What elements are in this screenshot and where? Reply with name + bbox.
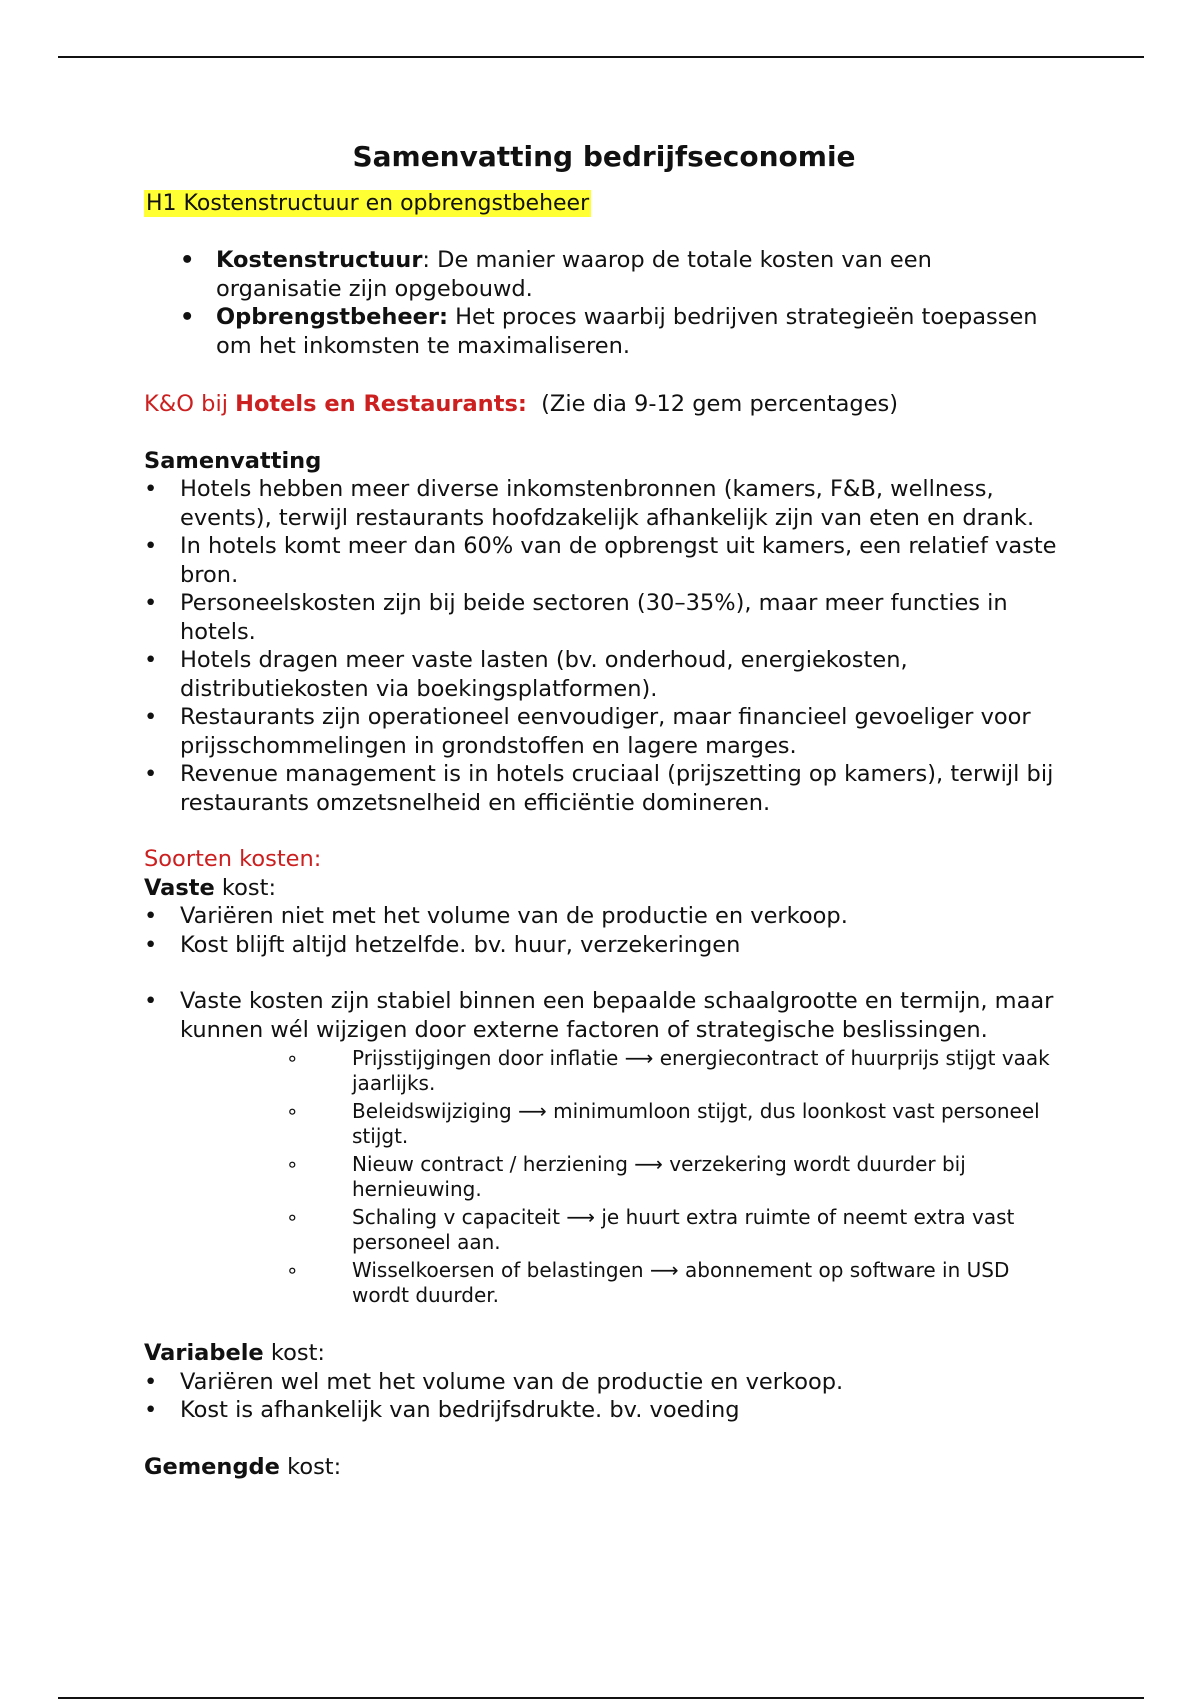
document-body bbox=[144, 140, 1064, 1481]
fixed-cost-extra-list bbox=[144, 987, 1064, 1308]
sub-list-item: ∘ Prijsstijgingen door inflatie ⟶ energiecontract of huurprijs stijgt vaak jaarlijks. bbox=[316, 1046, 1064, 1096]
sub-list-item: ∘ Wisselkoersen of belastingen ⟶ abonnement op software in USD wordt duurder. bbox=[316, 1258, 1064, 1308]
summary-list bbox=[144, 475, 1064, 817]
ko-prefix: K&O bij bbox=[144, 391, 236, 417]
list-item: • Variëren wel met het volume van de productie en verkoop. bbox=[144, 1368, 1064, 1397]
list-item: • Kost is afhankelijk van bedrijfsdrukte. bv. voeding bbox=[144, 1396, 1064, 1425]
mixed-cost-heading bbox=[144, 1453, 1064, 1482]
definition-term: Opbrengstbeheer: bbox=[216, 304, 448, 330]
variable-cost-list bbox=[144, 1368, 1064, 1425]
ko-bold: Hotels en Restaurants: bbox=[235, 391, 527, 417]
mixed-cost-label: Gemengde bbox=[144, 1453, 280, 1480]
definition-list bbox=[144, 246, 1064, 360]
variable-cost-suffix: kost: bbox=[263, 1340, 325, 1366]
fixed-cost-suffix: kost: bbox=[214, 874, 277, 901]
mixed-cost-suffix: kost: bbox=[279, 1453, 342, 1480]
definition-text: : De manier waarop de totale kosten van een organisatie zijn opgebouwd. bbox=[216, 247, 932, 302]
sub-list-item: ∘ Schaling v capaciteit ⟶ je huurt extra ruimte of neemt extra vast personeel aan. bbox=[316, 1205, 1064, 1255]
fixed-cost-label: Vaste bbox=[144, 874, 215, 901]
list-item: • Restaurants zijn operationeel eenvoudiger, maar financieel gevoeliger voor prijsschommelingen in grondstoffen en lagere marges. bbox=[144, 703, 1064, 760]
fixed-cost-list bbox=[144, 902, 1064, 959]
list-item bbox=[144, 987, 1064, 1308]
list-item: • In hotels komt meer dan 60% van de opbrengst uit kamers, een relatief vaste bron. bbox=[144, 532, 1064, 589]
list-item: • Hotels hebben meer diverse inkomstenbronnen (kamers, F&B, wellness, events), terwijl restaurants hoofdzakelijk afhankelijk zijn van eten en drank. bbox=[144, 475, 1064, 532]
variable-cost-heading bbox=[144, 1339, 1064, 1368]
top-rule bbox=[58, 56, 1144, 58]
bottom-rule bbox=[58, 1697, 1144, 1699]
summary-heading: Samenvatting bbox=[144, 447, 322, 474]
highlighted-heading: H1 Kostenstructuur en opbrengstbeheer bbox=[146, 191, 590, 216]
sub-list-item: ∘ Nieuw contract / herziening ⟶ verzekering wordt duurder bij hernieuwing. bbox=[316, 1152, 1064, 1202]
ko-line bbox=[144, 390, 1064, 419]
list-item: • Personeelskosten zijn bij beide sectoren (30–35%), maar meer functies in hotels. bbox=[144, 589, 1064, 646]
section-heading bbox=[144, 191, 1064, 216]
document-title: Samenvatting bedrijfseconomie bbox=[352, 140, 856, 173]
ko-note: (Zie dia 9-12 gem percentages) bbox=[526, 391, 899, 417]
list-item: • Revenue management is in hotels cruciaal (prijszetting op kamers), terwijl bij restaurants omzetsnelheid en efficiëntie domineren. bbox=[144, 760, 1064, 817]
list-item: • Variëren niet met het volume van de productie en verkoop. bbox=[144, 902, 1064, 931]
variable-cost-label: Variabele bbox=[144, 1340, 264, 1366]
definition-item bbox=[216, 246, 1064, 303]
fixed-cost-extra: Vaste kosten zijn stabiel binnen een bepaalde schaalgrootte en termijn, maar kunnen wél wijzigen door externe factoren of strategische beslissingen. bbox=[180, 988, 1054, 1043]
list-item: • Hotels dragen meer vaste lasten (bv. onderhoud, energiekosten, distributiekosten via boekingsplatformen). bbox=[144, 646, 1064, 703]
sub-list-item: ∘ Beleidswijziging ⟶ minimumloon stijgt, dus loonkost vast personeel stijgt. bbox=[316, 1099, 1064, 1149]
list-item: • Kost blijft altijd hetzelfde. bv. huur, verzekeringen bbox=[144, 931, 1064, 960]
definition-item bbox=[216, 303, 1064, 360]
fixed-cost-heading bbox=[144, 874, 1064, 903]
costs-heading: Soorten kosten: bbox=[144, 846, 322, 872]
fixed-cost-sublist bbox=[180, 1046, 1064, 1308]
definition-term: Kostenstructuur bbox=[216, 247, 423, 273]
definition-text: Het proces waarbij bedrijven strategieën toepassen om het inkomsten te maximaliseren. bbox=[216, 304, 1038, 359]
